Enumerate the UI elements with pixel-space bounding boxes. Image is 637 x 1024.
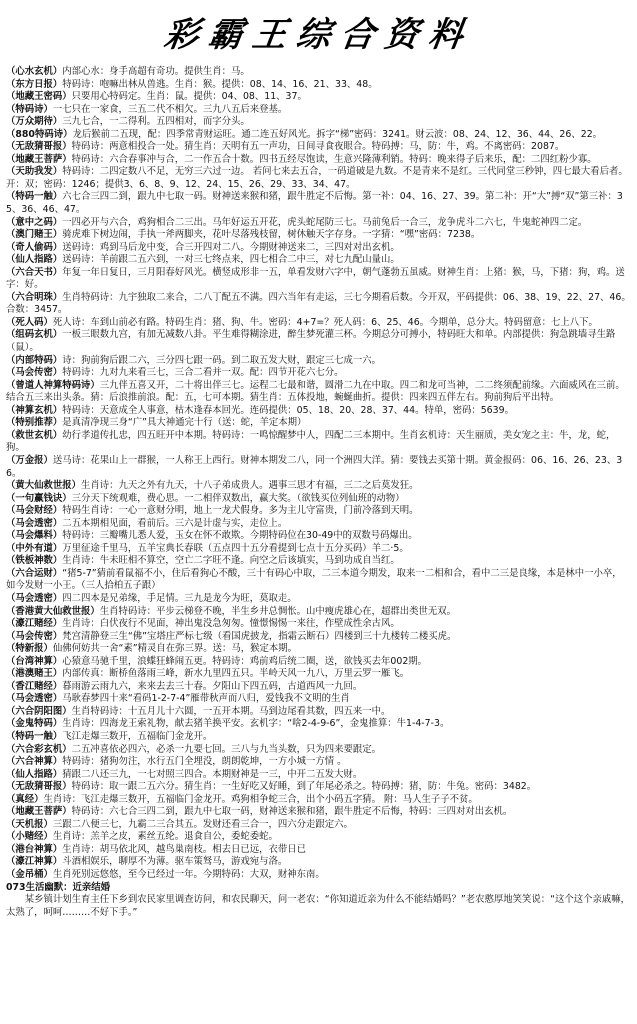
entry-tag: （天助我发） [6, 166, 63, 178]
list-item [6, 869, 631, 882]
list-item [6, 568, 631, 593]
entry-tag: （心水玄机） [6, 66, 63, 77]
entry-text: 三分天下统观难，费心思。一二相伴双数出，赢大奖。（欲钱买位列仙班的动物） [71, 492, 405, 504]
main-content [6, 66, 631, 919]
entry-text: 特码诗：六七合三四二到，跟九中七取一码，财神送来猴和猪，跟牛胜定不后悔，特码：三四对对出玄机。 [71, 806, 513, 818]
entry-tag: （六合运财） [6, 567, 63, 579]
list-item [6, 606, 631, 619]
list-item [6, 129, 631, 142]
list-item [6, 693, 631, 706]
list-item [6, 154, 631, 167]
list-item [6, 543, 631, 556]
entry-tag: （地藏王菩萨） [6, 806, 72, 818]
entry-text: 三九七合，一二得利。五四相对，而字分头。 [62, 116, 250, 128]
entry-tag: （六合阴阳图） [6, 705, 72, 717]
list-item [6, 518, 631, 531]
entry-text: 生肖诗：四海龙王索礼物，献去猪羊换平安。玄机字：“啥2-4-9-6”，金鬼推算：牛1-4-7-3。 [62, 718, 450, 730]
entry-tag: （救世玄机） [6, 429, 63, 441]
entry-text: 四二四本是兄弟缘，手足情。三九是龙今为旺，莫取走。 [62, 592, 297, 604]
list-item [6, 493, 631, 506]
entry-tag: （特别推荐） [6, 417, 63, 429]
entry-tag: （马会透密） [6, 517, 63, 529]
list-item [6, 317, 631, 330]
entry-text: 特码诗：六合春事冲与合，二一作五合十数。四书五经尽饱读，生意兴隆薄利销。特码：晚来得子后来乐，配：二四红粉少寡。 [71, 153, 597, 165]
entry-tag: （无敌猜哥报） [6, 141, 72, 153]
entry-text: 生肖特码诗：九宇独取二来合，二八丁配五不满。四六当年有走运，三七今期看后数。今开双，平码提供：06、38、19、22、27、46。合数：3457。 [6, 291, 631, 316]
entry-tag: （香港黄大仙救世报） [6, 605, 100, 617]
list-item [6, 229, 631, 242]
entry-tag: （黄大仙救世报） [6, 480, 82, 492]
entry-tag: （东方日报） [6, 78, 63, 90]
list-item [6, 355, 631, 368]
entry-text: 仙佛何妨共一舍“素”精灵自在弥三界。送：马，猴定本期。 [52, 643, 297, 655]
entry-tag: （天机报） [6, 818, 53, 830]
entry-text: 特码诗：三瓣嘴儿悉人爱，玉女在怀不敢欺。今期特码位在30-49中的双数号码爆出。 [62, 530, 418, 542]
entry-tag: （内部特码） [6, 354, 63, 366]
entry-text: 一板三眼数九宫，有加无减数八卦。平生难得糊涂进，醉生梦死灌三杯。今期总分可搏小，特码旺大和单。内部提供：狗急跳墙寻生路（鼠）。 [6, 329, 616, 354]
list-item [6, 267, 631, 292]
list-item [6, 166, 631, 191]
entry-text: 内部传真：断桥鱼落雨三峰，新水九里四五只。半岭天风一九八，万里云罗一雁飞。 [62, 668, 410, 680]
entry-text: 三九伴五喜又开，二十将出伴三七。运程二七最和谐，圆滑二九在中取。四二和龙可当神，二二终须配前缘。六面威风在三前。结合五三来出头条。猜：后浪推前浪。配：五，七可本期。猜生肖：五体投地，蜿蜒曲折。提供：四来四五伴左右。狗前狗后平出特。 [6, 379, 625, 404]
entry-tag: （马会财经） [6, 505, 63, 517]
entry-text: 骑虎难下树边闹，手执一斧两脚夹，花叶尽落残枝留，树休触天字存身。一字猜：“嘿”密码：7238。 [62, 229, 481, 241]
entry-text: 飞江走爆三数开，五福临门金龙开。 [62, 730, 213, 742]
list-item [6, 66, 631, 79]
entry-tag: （曾道人神算特码诗） [6, 379, 100, 391]
entry-tag: （濠江神算） [6, 856, 63, 868]
entry-text: 生肖诗：牛未旺相不算空，空亡二字旺不逢。向空之后该填实，马到功成自当红。 [62, 555, 400, 567]
list-item [6, 430, 631, 455]
entry-tag: （马会爆料） [6, 530, 63, 542]
entry-tag: （万众期待） [6, 116, 63, 128]
footer-story: 某乡镇计划生育主任下乡到农民家里调查访问，和农民聊天，问一老农：“你知道近亲为什么不能结婚吗？”老农憨厚地笑笑说：“这个这个亲戚嘛，太熟了，呵呵………不好下手。” [6, 894, 630, 918]
list-item [6, 756, 631, 769]
entry-text: 二五本期相见面，看前后。三六是计虚与实，走位上。 [62, 517, 288, 529]
list-item [6, 856, 631, 869]
entry-text: 生肖特码诗：十五月儿十六圆，一五开本期。马到边尾看其数，四五来一中。 [71, 705, 391, 717]
entry-text: 生肖诗：白伏夜行不见面，神出鬼没急匆匆。憧憬惕惕一来往，作壁成性余古风。 [62, 618, 400, 630]
list-item [6, 731, 631, 744]
list-item [6, 380, 631, 405]
entry-tag: （地藏王菩萨） [6, 153, 72, 165]
entry-text: 三跟二八便三七，九霸二三合其五。发财还看三合一，四六分走跟定六。 [52, 818, 353, 830]
entry-tag: （特码诗） [6, 103, 53, 115]
list-item [6, 631, 631, 644]
list-item [6, 505, 631, 518]
entry-text: 生肖诗：飞江走爆三数开，五福临门金龙开。鸡狗相争蛇三合，出个小码五字猜。 附：马人生子子不贫。 [43, 793, 478, 805]
entry-text: 特码诗：猪狗勿注，水行五门全埋没，朗朗乾坤，一方小城一方情 。 [62, 756, 347, 768]
entry-text: 暮雨游云雨九六，来来去去三十春。夕阳山下四五码，古道西风一九回。 [62, 680, 363, 692]
entry-text: 诗：狗前狗后跟二六，三分四七跟一码。到二取五发大财，跟定三七成一六。 [62, 354, 382, 366]
entry-text: “猪5-7”猜前看鼠福不小，住后看狗心不酸，三十有码心中取，二三本道今期发，取来一二相和合，看中二三是良缘，本是林中一小卒，如今发财一小王。（三人拾柏五子跟） [6, 567, 622, 592]
entry-tag: （马会透密） [6, 592, 63, 604]
entry-text: 送码诗：羊前跟二五六到，一对三七终点来，四七相合二中三，对七九配山量山。 [62, 254, 400, 266]
list-item [6, 141, 631, 154]
entry-text: 只要用心特码定。生肖：鼠。提供：04、08、11、37。 [71, 91, 307, 103]
entry-text: 六七合三四二到，跟九中七取一码。财神送来猴和猪，跟牛胜定不后悔。第一补：04、16、27、39。第二补：开“大”搏“双”第三补：35、36、46、47。 [6, 191, 623, 216]
list-item [6, 91, 631, 104]
entry-tag: （濠江赌经） [6, 618, 63, 630]
entry-tag: （万金报） [6, 454, 53, 466]
entry-tag: （无敌猜哥报） [6, 781, 72, 793]
list-item [6, 668, 631, 681]
list-item [6, 79, 631, 92]
list-item [6, 242, 631, 255]
entry-tag: （小赌经） [6, 831, 53, 843]
entry-tag: （台湾神算） [6, 655, 63, 667]
list-item [6, 718, 631, 731]
footer-heading: 073生活幽默：近亲结婚 [6, 881, 110, 893]
entry-tag: （仙人指路） [6, 768, 63, 780]
list-item [6, 104, 631, 117]
entry-text: 特码诗：取一跟二五六分。猜生肖：一生好吃又好睡，到了年尾必杀之。特码搏：猪，防：牛兔。密码：3482。 [71, 781, 537, 793]
entry-tag: （特新报） [6, 643, 53, 655]
list-item [6, 329, 631, 354]
list-item [6, 292, 631, 317]
entry-text: 幼行孝道传扎忠，四五旺开中本期。特码诗：一鸣惊醒梦中人，四配二三本期中。生肖玄机诗：天生丽质，美女宠之主：牛，龙，蛇，狗。 [6, 429, 616, 454]
list-item [6, 455, 631, 480]
entry-text: 梵宫清静登三生“佛”宝塔庄严标七级（看国虎披龙，指霜云断石）四楼到三十九楼转二楼买虎。 [62, 630, 457, 642]
entry-text: 年复一年日复日，三月阳春好风光。横竖成形非一五，单看发财六字中，朝气蓬勃五虽威。财神生肖：上猪：猴，马，下猪：狗，鸡。送字：好。 [6, 266, 625, 291]
entry-text: 特码诗：二四定数八不足，无穷三六过一边。 若问七来去五合，一码道破是九数。不是青来不是红。三代同堂三秒钟，四七最大看后者。 开：双；密码：1246；提供3、6、8、9、12、24、15、26、29、33、34、47。 [6, 166, 628, 190]
entry-text: 生肖诗：羔羊之皮，素丝五纶。退食自公，委蛇委蛇。 [52, 831, 278, 843]
entry-tag: （六合天书） [6, 266, 63, 278]
entry-tag: （奇人偷码） [6, 241, 63, 253]
entry-tag: （港台神算） [6, 843, 63, 855]
entry-text: 是真清净现三身“广”具大神通完十行（送：蛇，羊定本期） [62, 417, 307, 429]
entry-tag: （特码一触） [6, 730, 63, 742]
list-item [6, 254, 631, 267]
entry-text: 送马诗：花果山上一群猴，一人称王上西行。财神本期发二八，同一个洲四大洋。猜：要钱去买第十期。黄金报码：06、16、26、23、36。 [6, 454, 623, 479]
list-item [6, 656, 631, 669]
entry-tag: （马会传密） [6, 630, 63, 642]
entry-tag: （六合彩玄机） [6, 743, 72, 755]
entry-text: 特码诗：九对九来看三七，三合二看并一双。配：四节开花六七分。 [62, 367, 344, 379]
entry-text: 特码生肖诗：一心一意财分明，地上一龙犬假身。多为主儿守富贵，门前冷落到天明。 [62, 505, 419, 517]
entry-text: 马耿春梦四十来“看码1-2-7-4”雁带秋声而八归，爱钱我不文明的生肖 [62, 693, 350, 705]
entry-text: 一七只在一家食，三五二代不相欠。三九八五后来登基。 [52, 103, 288, 115]
entry-tag: （香江赌经） [6, 680, 63, 692]
header [0, 0, 637, 62]
entry-text: 特码诗：两意相投合一处。猜生肖：天明有五一声功，日间寻食夜眼合。特码搏：马，防：牛，鸡。不离密码：2087。 [71, 141, 565, 153]
list-item [6, 405, 631, 418]
list-item [6, 555, 631, 568]
entry-text: 生肖诗：胡马依北风，越鸟巢南枝。相去日已远，衣带日已 [62, 843, 307, 855]
entry-text: 死人诗：车到山前必有路。特码生肖：猪、狗、牛。密码：4+7=？死人码：6、25、46。今期单，总分大。特码留意：七上八下。 [52, 316, 598, 328]
list-item [6, 681, 631, 694]
list-item [6, 530, 631, 543]
entry-tag: （神算玄机） [6, 404, 63, 416]
list-item [6, 643, 631, 656]
entry-tag: （组码玄机） [6, 329, 63, 341]
list-item [6, 367, 631, 380]
list-item [6, 806, 631, 819]
entry-text: 特码诗：咆嘛出林从兽逃。生肖：猴。提供：08、14、16、21、33、48。 [62, 78, 378, 90]
entry-tag: （一句赢钱诀） [6, 492, 72, 504]
page-title: 彩霸王综合资料 [161, 14, 475, 55]
entry-tag: （真经） [6, 793, 44, 805]
list-item [6, 480, 631, 493]
entry-text: 一四必开与六合，鸡狗相合二三出。马年好运五开花，虎头蛇尾防三七。马前兔后一合三，龙争虎斗二六七，牛鬼蛇神四二定。 [62, 216, 588, 228]
entry-text: 生肖特码诗：平步云梯登不晚，半生乡井总惆怅。山中瘦虎雄心在，超群出类世无双。 [99, 605, 457, 617]
entry-tag: （金鬼特码） [6, 718, 63, 730]
entry-text: 内部心水：身手高超有奇功。提供生肖：马。 [62, 66, 250, 77]
list-item [6, 844, 631, 857]
list-item [6, 781, 631, 794]
entry-tag: （马会传密） [6, 367, 63, 379]
entry-text: 特码诗：天意成全人事意，枯木逢春本回光。连码提供：05、18、20、28、37、44。特单，密码：5639。 [62, 404, 514, 416]
list-item [6, 706, 631, 719]
list-item [6, 819, 631, 832]
entry-tag: （港澳赌王） [6, 668, 63, 680]
entry-text: 送码诗：鸡到马后龙中变，合三开四对二八。今期财神送来二，三四对对出玄机。 [62, 241, 400, 253]
list-item [6, 744, 631, 757]
list-item [6, 769, 631, 782]
entry-text: 生肖死别远悠悠，至今已经过一年。今期特码：大双，财神东南。 [52, 869, 325, 880]
entry-text: 二五冲喜依必四六，必杀一九要七回。三八与九当头数，只为四来要跟定。 [71, 743, 382, 755]
entry-tag: （意中之码） [6, 216, 63, 228]
entry-tag: （仙人指路） [6, 254, 63, 266]
entry-tag: （六合明珠） [6, 291, 63, 303]
entry-tag: （铁板神数） [6, 555, 63, 567]
list-item [6, 831, 631, 844]
entry-tag: （澳门赌王） [6, 229, 63, 241]
entry-text: 斗酒相娱乐，聊厚不为薄。驱车策驽马，游戏宛与洛。 [62, 856, 288, 868]
entry-text: 生肖诗：九天之外有九天，十八子弟成贵人。遇事三思才有福，三二之后莫发狂。 [81, 480, 419, 492]
list-item [6, 417, 631, 430]
entry-tag: （死人码） [6, 316, 53, 328]
list-item [6, 116, 631, 129]
list-item [6, 217, 631, 230]
entry-tag: （六合神算） [6, 756, 63, 768]
entry-tag: （中外有道） [6, 542, 63, 554]
entry-tag: （马会透密） [6, 693, 63, 705]
entry-text: 心猿意马驰千里，浪蝶狂蜂闹五更。特码诗：鸡前鸡后统二圈，送，欲钱买去年002期。 [62, 655, 428, 667]
entry-text: 龙后猴前二五现，配：四季常青财运旺。通二连五好风光。拆字“梯”密码：3241。财云波：08、24、12、36、44、26、22。 [72, 128, 603, 140]
entry-text: 猜跟二八还三九，一七对照三四合。本期财神是一三，中开二五发大财。 [62, 768, 363, 780]
entry-tag: （金吊桶） [6, 869, 53, 880]
list-item [6, 593, 631, 606]
list-item [6, 191, 631, 216]
entry-tag: （880特码诗） [6, 128, 73, 140]
list-item [6, 794, 631, 807]
entry-tag: （地藏王密码） [6, 91, 72, 103]
entry-text: 万里征途千里马，五羊宝典长春联（五点四十五分看提到七点十五分买码）羊二·5。 [62, 542, 409, 554]
entry-tag: （特码一触） [6, 191, 63, 203]
list-item [6, 618, 631, 631]
